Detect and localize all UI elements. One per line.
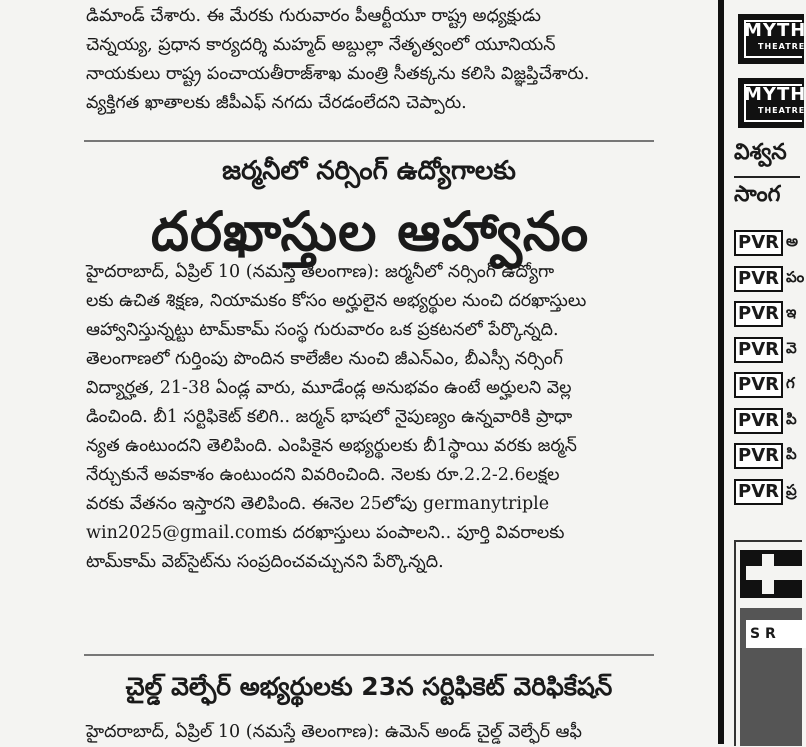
myth-theatre-logo xyxy=(738,14,804,64)
sr-card: S R xyxy=(746,620,806,648)
pvr-row xyxy=(734,301,800,327)
pvr-row-text: గ xyxy=(786,374,795,392)
pvr-row xyxy=(734,266,805,292)
ad-logo xyxy=(740,550,802,598)
ad-panel xyxy=(740,608,802,746)
section-divider-1 xyxy=(84,140,654,142)
myth-theatre-logo-2 xyxy=(738,78,804,128)
pvr-logo: PVR xyxy=(734,479,783,505)
pvr-logo: PVR xyxy=(734,266,783,292)
pvr-row-text: వె xyxy=(786,338,797,357)
pvr-row-text: ప్ర xyxy=(786,480,797,499)
pvr-row xyxy=(734,230,800,256)
pvr-row-text: అ xyxy=(786,232,799,250)
article3-headline: చైల్డ్ వెల్ఫేర్ అభ్యర్థులకు 23న సర్టిఫికెట్ వెరిఫికేషన్ xyxy=(125,672,613,701)
section-divider-2 xyxy=(84,654,654,656)
pvr-logo: PVR xyxy=(734,337,783,363)
pvr-row xyxy=(734,443,800,469)
pvr-row xyxy=(734,479,800,505)
article1-tail: డిమాండ్ చేశారు. ఈ మేరకు గురువారం పీఆర్టీయూ రాష్ట్ర అధ్యక్షుడు చెన్నయ్య, ప్రధాన కార్యదర్శి మహ్మద్ అబ్దుల్లా నేతృత్వంలో యూనియన్ నాయకులు రాష్ట్ర పంచాయతీరాజ్‌శాఖ మంత్రి సీతక్కను కలిసి విజ్ఞప్తిచేశారు. వ్యక్తిగత ఖాతాలకు జీపీఎఫ్ నగదు చేరడంలేదని చెప్పారు. xyxy=(86,6,590,113)
pvr-row xyxy=(734,372,800,398)
pvr-logo: PVR xyxy=(734,230,783,256)
pvr-row-text: పి xyxy=(786,409,797,428)
article3-lead: హైదరాబాద్, ఏప్రిల్ 10 (నమస్తే తెలంగాణ): ఉమెన్ అండ్ చైల్డ్ వెల్ఫేర్ ఆఫీ xyxy=(86,722,582,742)
pvr-row-text: ఇ xyxy=(786,303,797,321)
article2-body: హైదరాబాద్, ఏప్రిల్ 10 (నమస్తే తెలంగాణ): జర్మనీలో నర్సింగ్ ఉద్యోగా లకు ఉచిత శిక్షణ, నియామకం కోసం అర్హులైన అభ్యర్థుల నుంచి దరఖాస్తులు ఆహ్వానిస్తున్నట్టు టామ్‌కామ్ సంస్థ గురువారం ఒక ప్రకటనలో పేర్కొన్నది. తెలంగాణలో గుర్తింపు పొందిన కాలేజీల నుంచి జీఎన్ఎం, బీఎస్సీ నర్సింగ్ విద్యార్హత, 21-38 ఏండ్ల వారు, మూడేండ్ల అనుభవం ఉంటే అర్హులని వెల్ల డించింది. బీ1 సర్టిఫికెట్ కలిగి.. జర్మన్ భాషలో నైపుణ్యం ఉన్నవారికి ప్రాధా న్యత ఉంటుందని తెలిపింది. ఎంపికైన అభ్యర్థులకు బీ1స్థాయి వరకు జర్మన్ నేర్చుకునే అవకాశం ఉంటుందని వివరించింది. నెలకు రూ.2.2-2.6లక్షల వరకు వేతనం ఇస్తారని తెలిపింది. ఈనెల 25లోపు germanytriple win2025@gmail.comకు దరఖాస్తులు పంపాలని.. పూర్తి వివరాలకు టామ్‌కామ్ వెబ్‌సైట్‌ను సంప్రదించవచ్చునని పేర్కొన్నది. xyxy=(86,262,587,572)
logo-big-text: MYTH xyxy=(744,20,806,41)
pvr-row xyxy=(734,337,800,363)
pvr-row-text: పి xyxy=(786,445,797,463)
pvr-logo: PVR xyxy=(734,408,783,434)
logo-big-text: MYTH xyxy=(744,84,806,105)
sidebar-ad-box xyxy=(734,540,802,746)
logo-small-text: THEATRE xyxy=(758,106,806,115)
column-divider xyxy=(718,0,724,744)
article2-subheadline: జర్మనీలో నర్సింగ్ ఉద్యోగాలకు xyxy=(222,156,516,186)
article2-headline: దరఖాస్తుల ఆహ్వానం xyxy=(150,200,590,263)
pvr-logo: PVR xyxy=(734,372,783,398)
pvr-logo: PVR xyxy=(734,443,783,469)
sidebar-title-2: సాంగ xyxy=(734,182,781,207)
pvr-row xyxy=(734,408,800,434)
pvr-row-text: పం xyxy=(786,267,805,286)
logo-small-text: THEATRE xyxy=(758,42,806,51)
sidebar-title-1: విశ్వన xyxy=(734,140,787,165)
sidebar xyxy=(728,0,806,744)
sidebar-rule xyxy=(734,176,800,178)
pvr-logo: PVR xyxy=(734,301,783,327)
